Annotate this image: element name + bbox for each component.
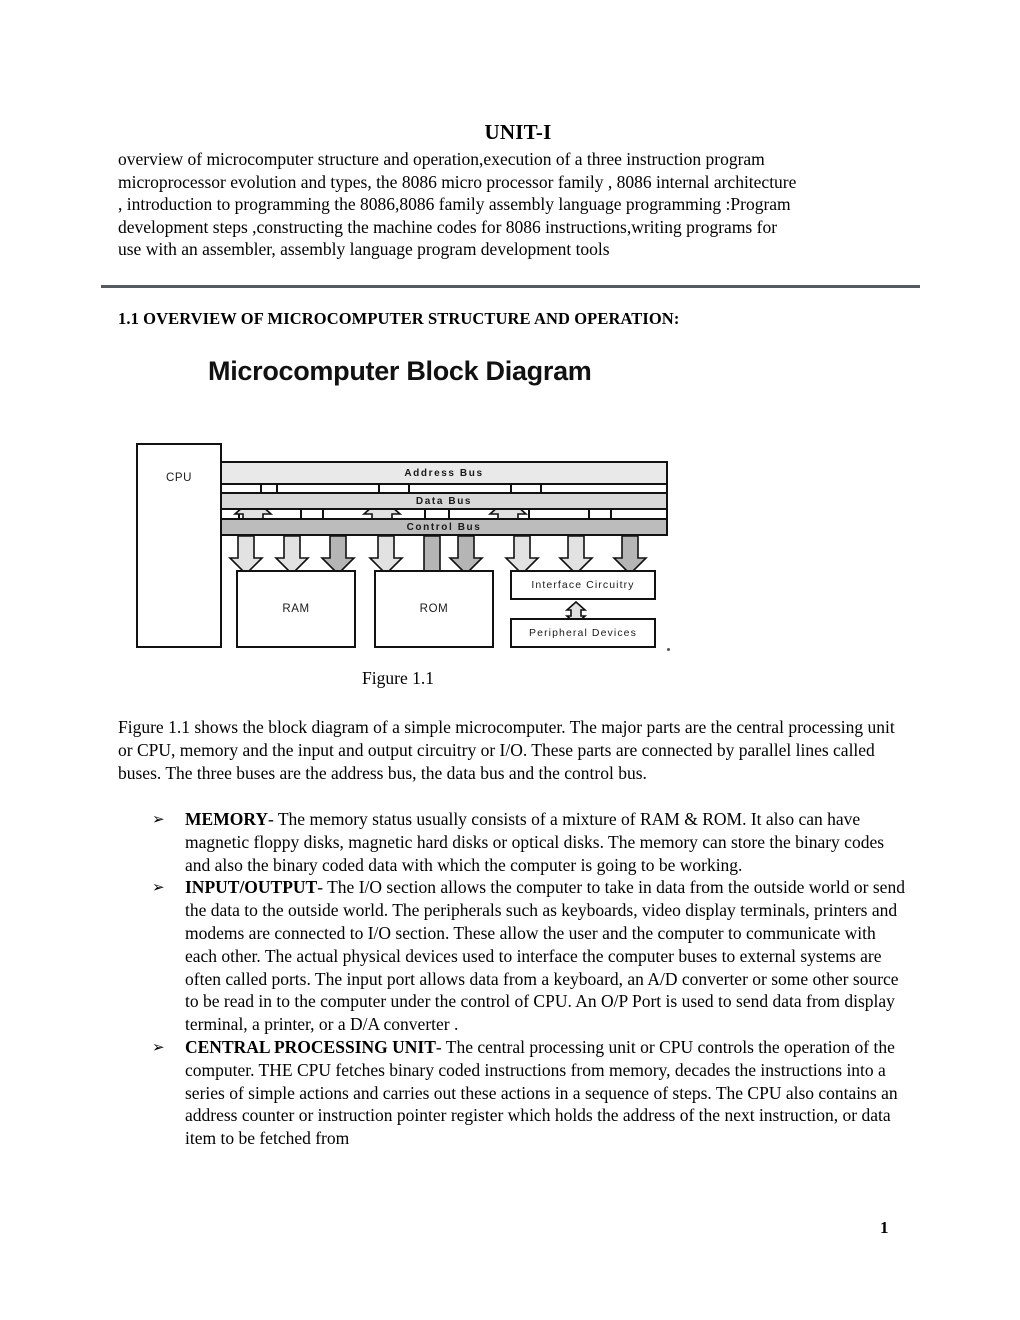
rom-block xyxy=(374,570,494,648)
list-item-text: - The central processing unit or CPU controls the operation of the computer. THE CPU fetches binary coded instructions from memory, decades the instructions into a series of simple actions and carries out these actions in a sequence of steps. The CPU also contains an address counter or instruction pointer register which holds the address of the next instruction, or data item to be fetched from xyxy=(185,1036,898,1149)
figure-caption: Figure 1.1 xyxy=(362,668,434,688)
list-item xyxy=(152,1036,912,1150)
arrow-bullet-icon: ➢ xyxy=(152,878,165,897)
rom-label: ROM xyxy=(419,603,449,615)
arrow-bullet-icon: ➢ xyxy=(152,810,165,828)
address-bus-label: Address Bus xyxy=(404,467,484,479)
bullet-list xyxy=(152,808,912,1150)
list-item-term: INPUT/OUTPUT xyxy=(185,877,318,898)
downward-arrow-group xyxy=(230,536,646,574)
list-item-term: CENTRAL PROCESSING UNIT xyxy=(185,1036,436,1057)
intro-paragraph xyxy=(118,716,908,784)
cpu-label: CPU xyxy=(165,471,193,484)
interface-circuitry-label: Interface Circuitry xyxy=(531,579,635,591)
list-item xyxy=(152,808,912,876)
intro-line: overview of microcomputer structure and operation,execution of a three instruction program xyxy=(118,149,765,169)
control-bus-label: Control Bus xyxy=(406,521,482,533)
control-bus-bar xyxy=(220,518,668,536)
data-bus-label: Data Bus xyxy=(415,495,473,507)
page-title: UNIT-I xyxy=(484,120,552,144)
address-bus-bar xyxy=(220,461,668,485)
intro-paragraph-text: Figure 1.1 shows the block diagram of a simple microcomputer. The major parts are the central processing unit or CPU, memory and the input and output circuitry or I/O. These parts are connected by parallel lines called buses. The three buses are the address bus, the data bus and the control bus. xyxy=(118,717,895,783)
ram-label: RAM xyxy=(282,603,310,615)
list-item-text: - The memory status usually consists of a mixture of RAM & ROM. It also can have magnetic floppy disks, magnetic hard disks or optical disks. The memory can store the binary codes and also the binary coded data with which the computer is going to be working. xyxy=(185,809,885,875)
arrow-bullet-icon: ➢ xyxy=(152,1037,165,1056)
syllabus-intro xyxy=(118,148,908,261)
horizontal-divider xyxy=(101,285,920,288)
list-item xyxy=(152,876,912,1036)
intro-line: , introduction to programming the 8086,8086 family assembly language programming :Program xyxy=(118,194,791,215)
intro-line: microprocessor evolution and types, the 8086 micro processor family , 8086 internal architecture xyxy=(118,171,797,192)
microcomputer-block-diagram xyxy=(136,442,676,654)
intro-line: development steps ,constructing the machine codes for 8086 instructions,writing programs for xyxy=(118,216,778,237)
peripheral-devices-label: Peripheral Devices xyxy=(529,627,637,639)
list-item-text: - The I/O section allows the computer to take in data from the outside world or send the data to the outside world. The peripherals such as keyboards, video display terminals, printers and modems are connected to I/O section. These allow the user and the computer to communicate with each other. The actual physical devices used to interface the computer buses to external systems are often called ports. The input port allows data from a keyboard, an A/D converter or some other source to be read in to the computer under the control of CPU. An O/P Port is used to send data from display terminal, a printer, or a D/A converter . xyxy=(185,877,905,1035)
data-bus-bar xyxy=(220,492,668,510)
page-number: 1 xyxy=(880,1218,889,1237)
diagram-title: Microcomputer Block Diagram xyxy=(208,356,592,386)
ram-block xyxy=(236,570,356,648)
cpu-block xyxy=(136,443,222,648)
peripheral-devices-block xyxy=(510,618,656,648)
intro-line: use with an assembler, assembly language program development tools xyxy=(118,239,610,260)
section-heading: 1.1 OVERVIEW OF MICROCOMPUTER STRUCTURE AND OPERATION: xyxy=(118,309,680,328)
list-item-term: MEMORY xyxy=(185,809,268,829)
interface-circuitry-block xyxy=(510,570,656,600)
